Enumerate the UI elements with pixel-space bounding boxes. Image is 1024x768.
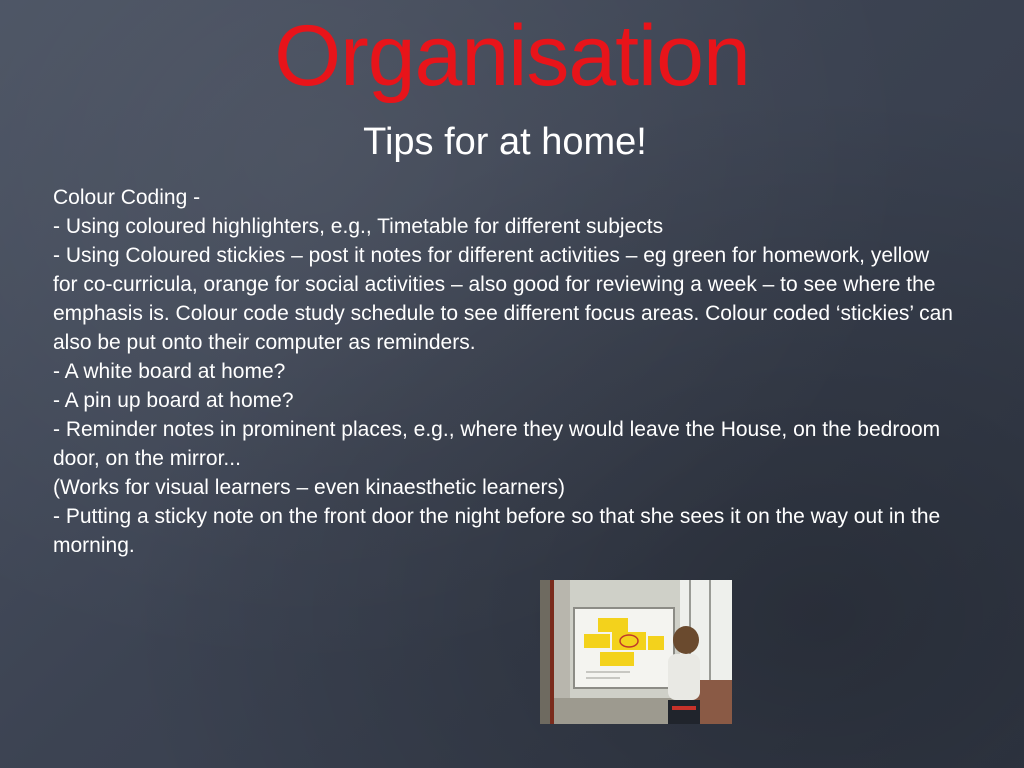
body-line: (Works for visual learners – even kinaesthetic learners) [53, 476, 565, 499]
child-at-whiteboard-photo [540, 580, 732, 724]
body-line: - A pin up board at home? [53, 389, 294, 412]
body-line: - Using coloured highlighters, e.g., Timetable for different subjects [53, 215, 664, 238]
slide-subtitle: Tips for at home! [363, 121, 647, 163]
body-line: - Putting a sticky note on the front door the night before so that she sees it on the way out in the morning. [53, 505, 941, 557]
body-line: - Using Coloured stickies – post it notes for different activities – eg green for homework, yellow for co-curricula, orange for social activities – also good for reviewing a week – to see where the emphasis is. Colour code study schedule to see different focus areas. Colour coded ‘stickies’ can also be put onto their computer as reminders. [53, 244, 953, 354]
body-line: - Reminder notes in prominent places, e.g., where they would leave the House, on the bedroom door, on the mirror... [53, 418, 941, 470]
slide-title: Organisation [274, 8, 750, 104]
body-line: - A white board at home? [53, 360, 286, 383]
body-text [53, 183, 953, 560]
body-line: Colour Coding - [53, 186, 201, 209]
